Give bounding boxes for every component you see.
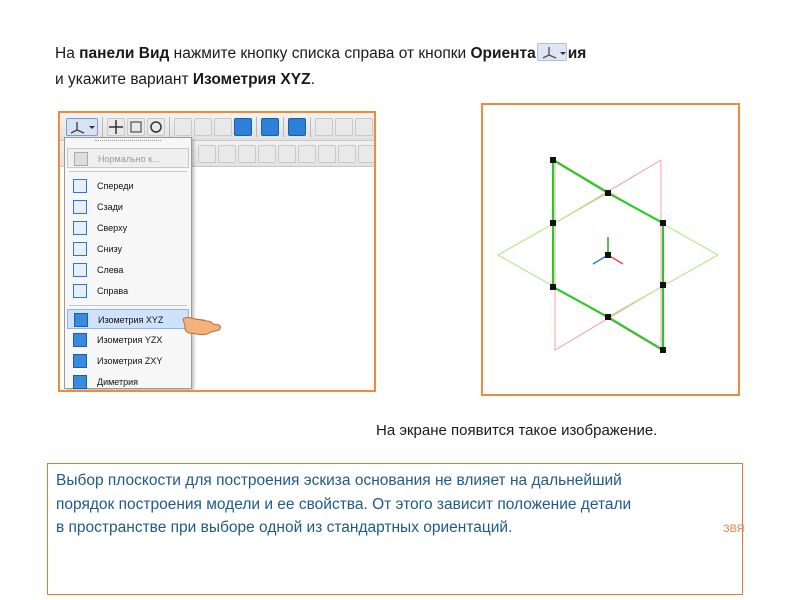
variant-name: Изометрия XYZ [192, 71, 311, 88]
note-line-2: порядок построения модели и ее свойства. От этого зависит положение детали [56, 495, 632, 513]
model-canvas[interactable] [190, 168, 374, 390]
menu-item-isometric-yzx[interactable] [67, 330, 189, 350]
toolbar-separator [256, 117, 257, 137]
rotate-icon[interactable] [147, 118, 165, 136]
toolbar-separator [169, 117, 170, 137]
isometric-planes-drawing [483, 105, 738, 394]
pointing-hand-icon [181, 313, 223, 337]
hidden-lines-icon[interactable] [194, 118, 212, 136]
menu-item-right[interactable] [67, 281, 189, 301]
note-line-3: в пространстве при выборе одной из стандартных ориентаций. [56, 519, 513, 536]
menu-item-label: Сверху [97, 223, 128, 233]
orientation-menu [64, 137, 192, 389]
perspective-icon[interactable] [288, 118, 306, 136]
info-note [47, 463, 743, 595]
menu-item-label: Спереди [97, 181, 134, 191]
origin-point [605, 252, 611, 258]
menu-item-bottom[interactable] [67, 239, 189, 259]
menu-item-isometric-xyz[interactable] [67, 309, 189, 329]
menu-item-label: Изометрия YZX [97, 335, 163, 345]
instruction-text [55, 41, 715, 93]
orientation-button-name-b: ия [567, 45, 587, 62]
orientation-dropdown-button[interactable] [66, 118, 98, 136]
properties-icon[interactable] [315, 118, 333, 136]
point-tool-icon[interactable] [218, 145, 236, 163]
menu-item-label: Справа [97, 286, 129, 296]
window-icon[interactable] [355, 118, 373, 136]
instruction-part4: . [310, 71, 315, 88]
result-caption: На экране появится такое изображение. [376, 422, 658, 439]
menu-item-label: Изометрия ZXY [97, 356, 163, 366]
menu-grip[interactable] [95, 140, 161, 146]
menu-item-label: Нормально к... [98, 154, 160, 164]
menu-item-label: Изометрия XYZ [98, 315, 164, 325]
menu-item-isometric-zxy[interactable] [67, 351, 189, 371]
menu-item-top[interactable] [67, 218, 189, 238]
menu-item-label: Слева [97, 265, 124, 275]
snap-tool-icon[interactable] [318, 145, 336, 163]
orientation-axes-icon [537, 43, 567, 61]
edit-icon[interactable] [335, 118, 353, 136]
grid-tool-icon[interactable] [238, 145, 256, 163]
menu-separator [69, 171, 187, 172]
constraint-tool-icon[interactable] [258, 145, 276, 163]
menu-item-dimetric[interactable] [67, 372, 189, 392]
menu-item-front[interactable] [67, 176, 189, 196]
move-icon[interactable] [107, 118, 125, 136]
more-tool-icon[interactable] [358, 145, 376, 163]
measure-tool-icon[interactable] [338, 145, 356, 163]
instruction-part3: и укажите вариант [55, 71, 193, 88]
isometric-yzx-icon [73, 333, 87, 347]
shaded-icon[interactable] [234, 118, 252, 136]
wireframe-icon[interactable] [174, 118, 192, 136]
tangent-tool-icon[interactable] [298, 145, 316, 163]
isometric-result-view [481, 103, 740, 396]
thin-lines-icon[interactable] [214, 118, 232, 136]
dimetric-icon [73, 375, 87, 389]
back-view-icon [73, 200, 87, 214]
toolbar-screenshot [58, 111, 376, 392]
menu-separator [69, 305, 187, 306]
isometric-zxy-icon [73, 354, 87, 368]
menu-item-back[interactable] [67, 197, 189, 217]
orientation-button-name-a: Ориента [470, 45, 536, 62]
menu-item-left[interactable] [67, 260, 189, 280]
corner-mark: ЗВЯ [723, 523, 745, 535]
note-line-1: Выбор плоскости для построения эскиза основания не влияет на дальнейший [56, 472, 622, 489]
panel-name: панели Вид [79, 45, 170, 62]
zoom-frame-icon[interactable] [127, 118, 145, 136]
menu-item-label: Диметрия [97, 377, 139, 387]
angle-tool-icon[interactable] [278, 145, 296, 163]
right-view-icon [73, 284, 87, 298]
menu-item-label: Снизу [97, 244, 123, 254]
normal-view-icon [74, 152, 88, 166]
toolbar-separator [102, 117, 103, 137]
isometric-xyz-icon [74, 313, 88, 327]
top-view-icon [73, 221, 87, 235]
line-tool-icon[interactable] [198, 145, 216, 163]
instruction-line-2 [55, 67, 715, 93]
menu-item-normal[interactable] [67, 148, 189, 168]
instruction-part2: нажмите кнопку списка справа от кнопки [169, 45, 471, 62]
front-view-icon [73, 179, 87, 193]
shaded-edges-icon[interactable] [261, 118, 279, 136]
bottom-view-icon [73, 242, 87, 256]
menu-item-label: Сзади [97, 202, 123, 212]
left-view-icon [73, 263, 87, 277]
instruction-line-1 [55, 41, 715, 67]
toolbar-separator [310, 117, 311, 137]
toolbar-separator [283, 117, 284, 137]
instruction-part1: На [55, 45, 80, 62]
